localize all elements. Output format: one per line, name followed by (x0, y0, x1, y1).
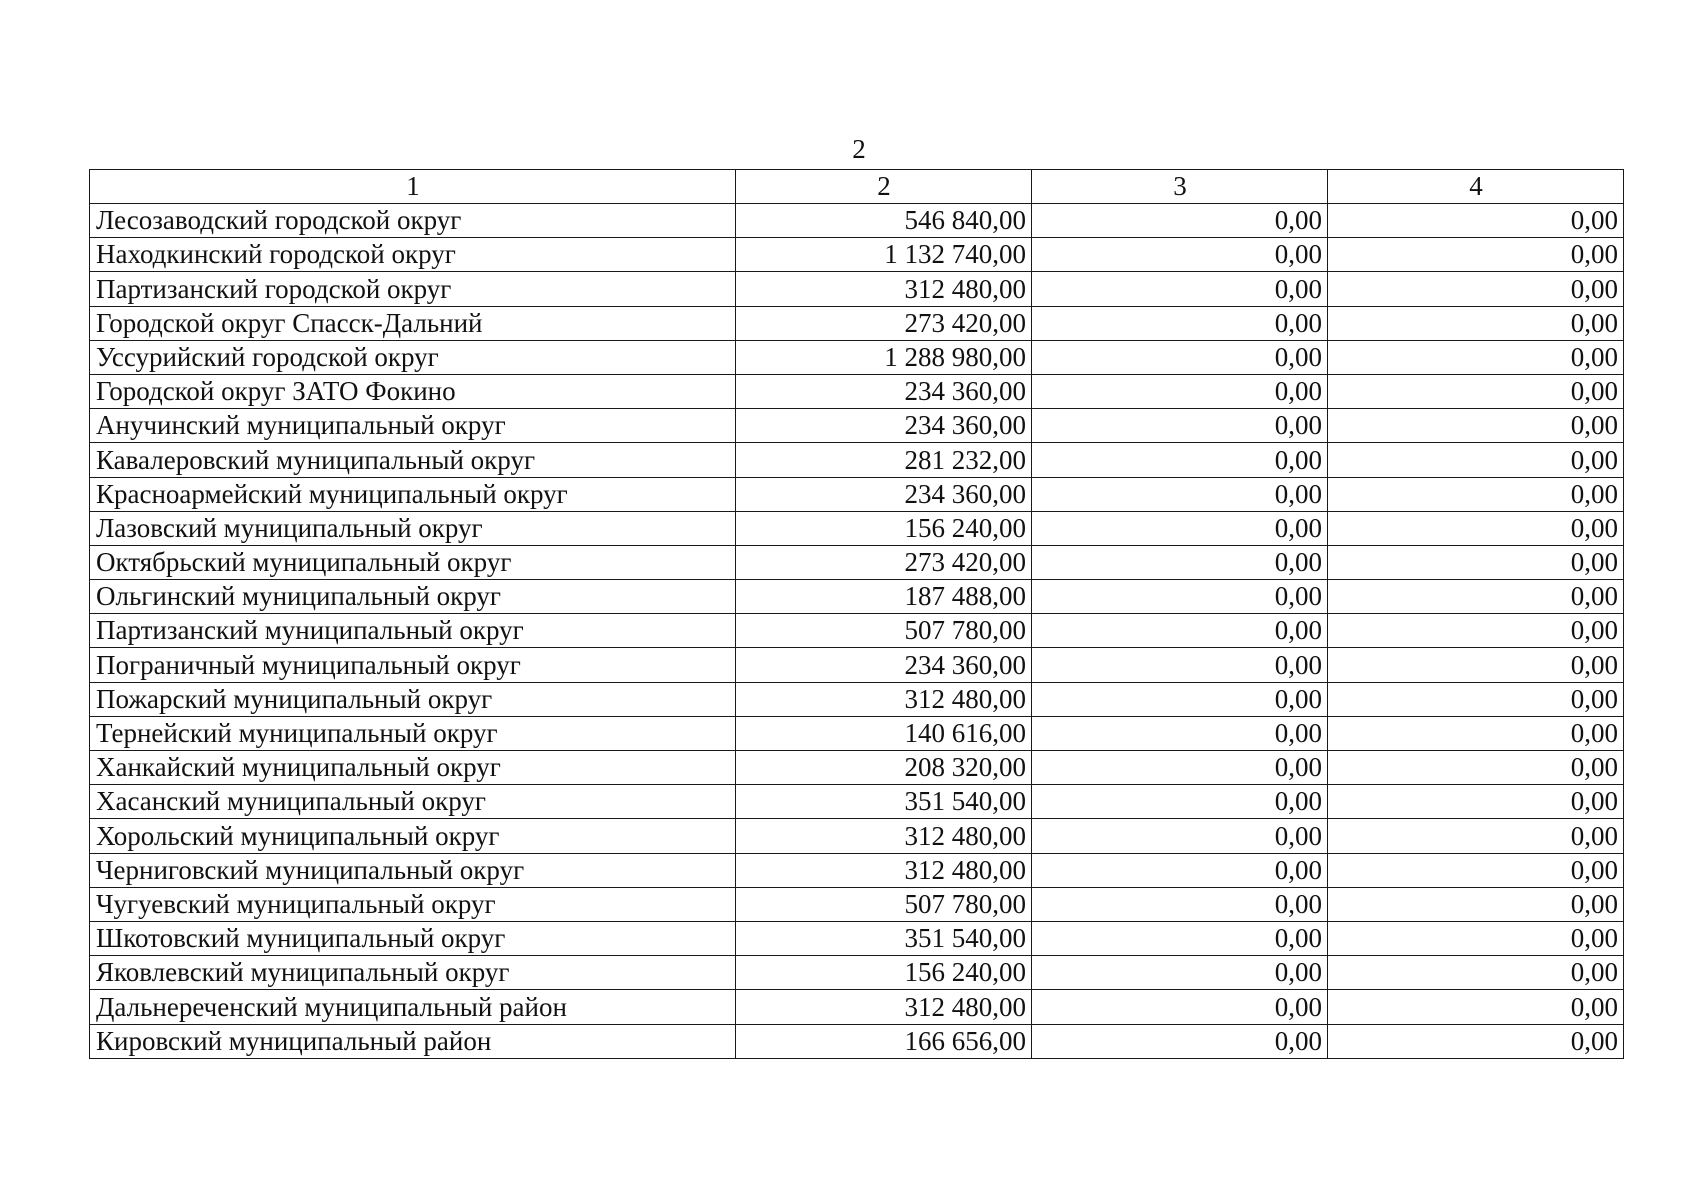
row-value-col4: 0,00 (1328, 238, 1624, 272)
row-name-cell: Партизанский городской округ (90, 272, 736, 306)
row-value-col4: 0,00 (1328, 443, 1624, 477)
row-name-cell: Хорольский муниципальный округ (90, 819, 736, 853)
row-value-col3: 0,00 (1032, 306, 1328, 340)
table-row (90, 853, 1624, 887)
table-row (90, 990, 1624, 1024)
row-value-col4: 0,00 (1328, 853, 1624, 887)
row-value-col4: 0,00 (1328, 785, 1624, 819)
table-row (90, 477, 1624, 511)
row-name-cell: Ольгинский муниципальный округ (90, 580, 736, 614)
row-value-col2: 507 780,00 (736, 887, 1032, 921)
table-row (90, 1024, 1624, 1058)
row-value-col2: 1 288 980,00 (736, 340, 1032, 374)
row-name-cell: Городской округ ЗАТО Фокино (90, 374, 736, 408)
table-row (90, 443, 1624, 477)
table-row (90, 956, 1624, 990)
table-row (90, 887, 1624, 921)
row-value-col2: 351 540,00 (736, 785, 1032, 819)
row-value-col3: 0,00 (1032, 443, 1328, 477)
row-value-col3: 0,00 (1032, 580, 1328, 614)
row-name-cell: Уссурийский городской округ (90, 340, 736, 374)
row-value-col2: 312 480,00 (736, 272, 1032, 306)
row-value-col2: 546 840,00 (736, 204, 1032, 238)
row-value-col4: 0,00 (1328, 1024, 1624, 1058)
row-value-col2: 312 480,00 (736, 853, 1032, 887)
row-name-cell: Черниговский муниципальный округ (90, 853, 736, 887)
row-value-col3: 0,00 (1032, 545, 1328, 579)
column-header-2: 2 (736, 170, 1032, 204)
row-value-col2: 156 240,00 (736, 956, 1032, 990)
page-number: 2 (852, 134, 866, 164)
row-value-col2: 234 360,00 (736, 648, 1032, 682)
row-name-cell: Кировский муниципальный район (90, 1024, 736, 1058)
row-value-col2: 312 480,00 (736, 990, 1032, 1024)
table-row (90, 306, 1624, 340)
row-value-col2: 166 656,00 (736, 1024, 1032, 1058)
row-value-col3: 0,00 (1032, 409, 1328, 443)
row-value-col3: 0,00 (1032, 990, 1328, 1024)
row-name-cell: Шкотовский муниципальный округ (90, 921, 736, 955)
row-value-col2: 234 360,00 (736, 409, 1032, 443)
row-value-col3: 0,00 (1032, 374, 1328, 408)
row-name-cell: Пожарский муниципальный округ (90, 682, 736, 716)
row-name-cell: Чугуевский муниципальный округ (90, 887, 736, 921)
row-value-col3: 0,00 (1032, 921, 1328, 955)
row-value-col3: 0,00 (1032, 751, 1328, 785)
table-row (90, 511, 1624, 545)
row-value-col4: 0,00 (1328, 751, 1624, 785)
row-value-col3: 0,00 (1032, 272, 1328, 306)
row-name-cell: Красноармейский муниципальный округ (90, 477, 736, 511)
row-value-col4: 0,00 (1328, 921, 1624, 955)
row-value-col3: 0,00 (1032, 648, 1328, 682)
row-value-col3: 0,00 (1032, 682, 1328, 716)
table-row (90, 272, 1624, 306)
row-value-col2: 273 420,00 (736, 545, 1032, 579)
row-value-col2: 1 132 740,00 (736, 238, 1032, 272)
row-value-col2: 208 320,00 (736, 751, 1032, 785)
table-row (90, 751, 1624, 785)
row-name-cell: Городской округ Спасск-Дальний (90, 306, 736, 340)
row-name-cell: Кавалеровский муниципальный округ (90, 443, 736, 477)
table-row (90, 682, 1624, 716)
row-value-col3: 0,00 (1032, 819, 1328, 853)
row-value-col3: 0,00 (1032, 204, 1328, 238)
row-value-col2: 312 480,00 (736, 819, 1032, 853)
row-value-col3: 0,00 (1032, 1024, 1328, 1058)
row-value-col2: 312 480,00 (736, 682, 1032, 716)
row-value-col4: 0,00 (1328, 409, 1624, 443)
row-value-col2: 140 616,00 (736, 716, 1032, 750)
table-row (90, 921, 1624, 955)
table-row (90, 716, 1624, 750)
table-row (90, 374, 1624, 408)
row-name-cell: Дальнереченский муниципальный район (90, 990, 736, 1024)
row-value-col2: 351 540,00 (736, 921, 1032, 955)
row-value-col3: 0,00 (1032, 887, 1328, 921)
data-table (89, 169, 1624, 1059)
row-value-col2: 156 240,00 (736, 511, 1032, 545)
table-row (90, 785, 1624, 819)
table-row (90, 409, 1624, 443)
row-value-col4: 0,00 (1328, 374, 1624, 408)
row-value-col4: 0,00 (1328, 716, 1624, 750)
row-name-cell: Тернейский муниципальный округ (90, 716, 736, 750)
table-row (90, 545, 1624, 579)
table-row (90, 204, 1624, 238)
row-value-col4: 0,00 (1328, 580, 1624, 614)
table-row (90, 340, 1624, 374)
row-value-col4: 0,00 (1328, 887, 1624, 921)
column-header-4: 4 (1328, 170, 1624, 204)
table-body (90, 170, 1624, 1059)
row-name-cell: Лазовский муниципальный округ (90, 511, 736, 545)
row-name-cell: Октябрьский муниципальный округ (90, 545, 736, 579)
row-value-col3: 0,00 (1032, 956, 1328, 990)
row-value-col3: 0,00 (1032, 785, 1328, 819)
row-value-col4: 0,00 (1328, 272, 1624, 306)
row-value-col4: 0,00 (1328, 511, 1624, 545)
row-name-cell: Лесозаводский городской округ (90, 204, 736, 238)
row-value-col3: 0,00 (1032, 238, 1328, 272)
table-row (90, 648, 1624, 682)
table-row (90, 238, 1624, 272)
row-value-col2: 234 360,00 (736, 374, 1032, 408)
row-value-col4: 0,00 (1328, 819, 1624, 853)
row-value-col4: 0,00 (1328, 204, 1624, 238)
row-name-cell: Хасанский муниципальный округ (90, 785, 736, 819)
row-value-col4: 0,00 (1328, 956, 1624, 990)
row-value-col4: 0,00 (1328, 990, 1624, 1024)
row-value-col3: 0,00 (1032, 477, 1328, 511)
row-value-col2: 281 232,00 (736, 443, 1032, 477)
table-header-row (90, 170, 1624, 204)
row-value-col4: 0,00 (1328, 340, 1624, 374)
column-header-1: 1 (90, 170, 736, 204)
row-name-cell: Пограничный муниципальный округ (90, 648, 736, 682)
row-value-col3: 0,00 (1032, 340, 1328, 374)
row-value-col4: 0,00 (1328, 477, 1624, 511)
table-row (90, 614, 1624, 648)
row-value-col3: 0,00 (1032, 511, 1328, 545)
row-value-col4: 0,00 (1328, 682, 1624, 716)
column-header-3: 3 (1032, 170, 1328, 204)
row-value-col4: 0,00 (1328, 306, 1624, 340)
row-value-col4: 0,00 (1328, 545, 1624, 579)
table-row (90, 819, 1624, 853)
row-name-cell: Яковлевский муниципальный округ (90, 956, 736, 990)
row-name-cell: Находкинский городской округ (90, 238, 736, 272)
row-value-col3: 0,00 (1032, 716, 1328, 750)
row-value-col3: 0,00 (1032, 614, 1328, 648)
table-row (90, 580, 1624, 614)
row-value-col2: 234 360,00 (736, 477, 1032, 511)
row-value-col2: 273 420,00 (736, 306, 1032, 340)
row-value-col3: 0,00 (1032, 853, 1328, 887)
row-value-col4: 0,00 (1328, 614, 1624, 648)
row-name-cell: Анучинский муниципальный округ (90, 409, 736, 443)
row-value-col4: 0,00 (1328, 648, 1624, 682)
row-name-cell: Ханкайский муниципальный округ (90, 751, 736, 785)
row-value-col2: 507 780,00 (736, 614, 1032, 648)
row-value-col2: 187 488,00 (736, 580, 1032, 614)
row-name-cell: Партизанский муниципальный округ (90, 614, 736, 648)
